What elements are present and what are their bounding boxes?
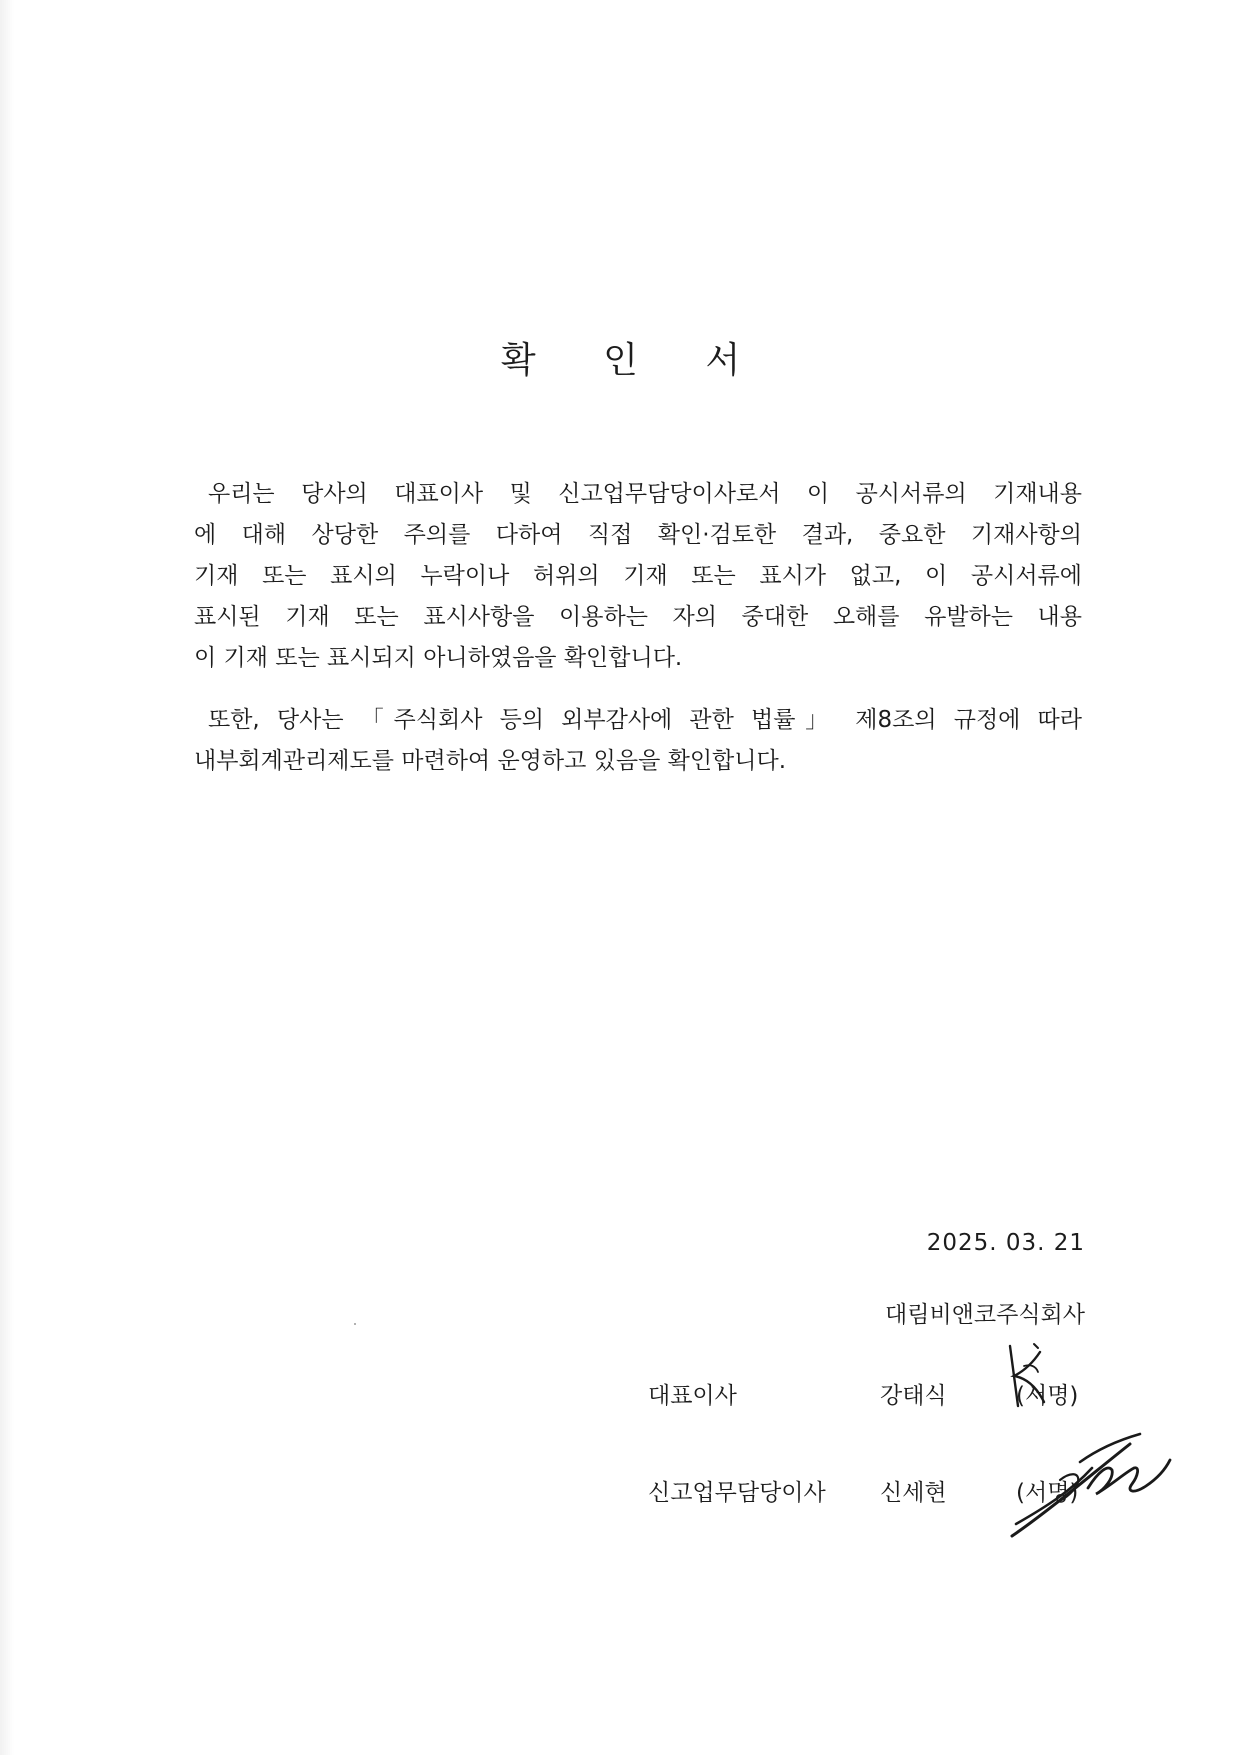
officer-handwritten-signature [1000, 1428, 1180, 1548]
signatory-role: 대표이사 [648, 1383, 737, 1409]
paragraph-line: 이 기재 또는 표시되지 아니하였음을 확인합니다. [194, 645, 683, 671]
internal-control-paragraph [194, 700, 1082, 782]
scan-edge-shadow [0, 0, 14, 1755]
signature-placeholder: (서명) [1016, 1480, 1079, 1506]
signature-placeholder: (서명) [1016, 1383, 1079, 1409]
scan-speck [354, 1323, 356, 1325]
ceo-handwritten-signature [996, 1340, 1092, 1412]
paragraph-line: 기재 또는 표시의 누락이나 허위의 기재 또는 표시가 없고, 이 공시서류에 [194, 563, 1082, 589]
confirmation-paragraph [194, 474, 1082, 679]
company-name: 대림비앤코주식회사 [885, 1302, 1085, 1328]
paragraph-line: 내부회계관리제도를 마련하여 운영하고 있음을 확인합니다. [194, 748, 787, 774]
signatory-name: 신세현 [880, 1480, 947, 1506]
signatory-role: 신고업무담당이사 [648, 1480, 826, 1506]
document-title: 확 인 서 [500, 340, 769, 381]
paragraph-line: 또한, 당사는 「주식회사 등의 외부감사에 관한 법률」 제8조의 규정에 따라 [208, 707, 1082, 733]
document-date: 2025. 03. 21 [926, 1230, 1085, 1256]
paragraph-line: 에 대해 상당한 주의를 다하여 직접 확인·검토한 결과, 중요한 기재사항의 [194, 522, 1082, 548]
paragraph-line: 우리는 당사의 대표이사 및 신고업무담당이사로서 이 공시서류의 기재내용 [208, 481, 1082, 507]
paragraph-line: 표시된 기재 또는 표시사항을 이용하는 자의 중대한 오해를 유발하는 내용 [194, 604, 1082, 630]
signatory-name: 강태식 [880, 1383, 947, 1409]
